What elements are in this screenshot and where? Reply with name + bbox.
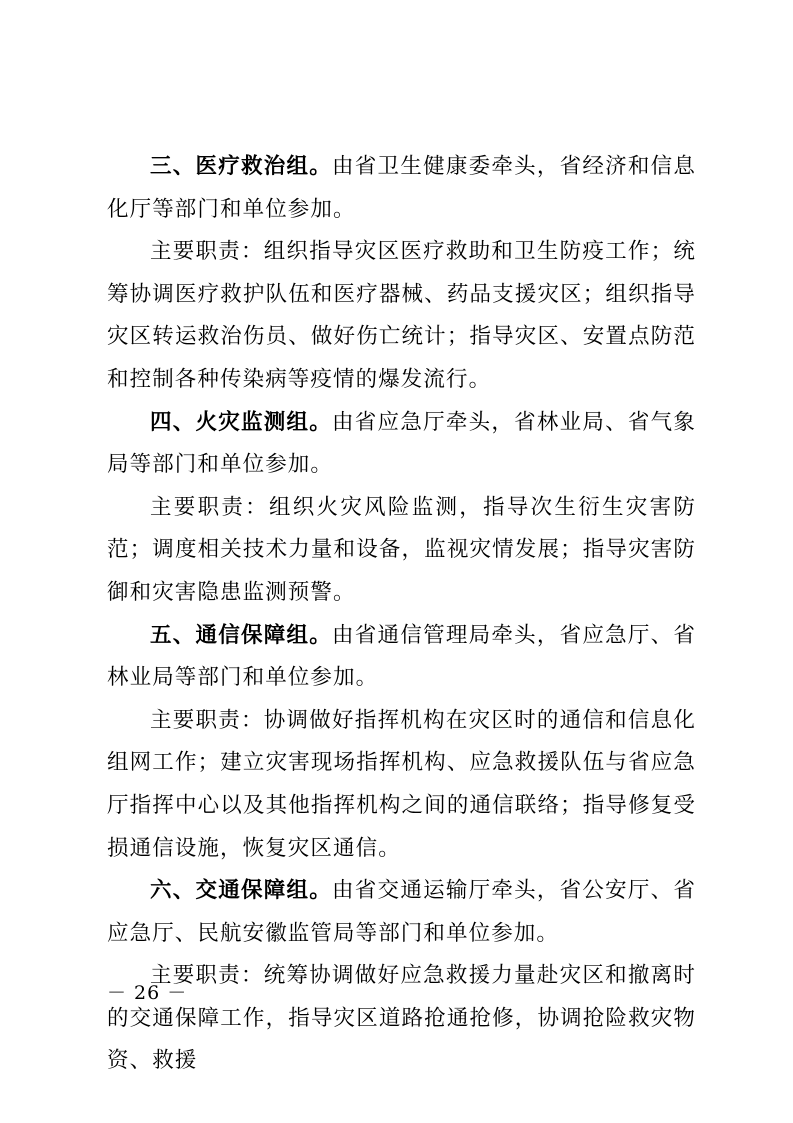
section-3-duties-paragraph (107, 231, 696, 401)
section-4-duties-paragraph (107, 487, 696, 615)
section-4-heading: 四、火灾监测组。 (150, 409, 333, 435)
section-6-duties-paragraph (107, 955, 696, 1083)
section-3-heading: 三、医疗救治组。 (150, 154, 333, 179)
section-5-duties-paragraph (107, 700, 696, 870)
section-3-intro-paragraph (107, 146, 696, 231)
document-body (107, 146, 696, 1083)
section-5-duties: 主要职责：协调做好指挥机构在灾区时的通信和信息化组网工作；建立灾害现场指挥机构、应急救援队伍与省应急厅指挥中心以及其他指挥机构之间的通信联络；指导修复受损通信设施，恢复灾区通信。 (107, 707, 696, 861)
section-4-intro-paragraph (107, 402, 696, 487)
section-6-heading: 六、交通保障组。 (150, 878, 333, 904)
section-5-intro-paragraph (107, 615, 696, 700)
section-4-duties: 主要职责：组织火灾风险监测，指导次生衍生灾害防范；调度相关技术力量和设备，监视灾情发展；指导灾害防御和灾害隐患监测预警。 (107, 494, 696, 605)
section-4-intro: 由省应急厅牵头，省林业局、省气象局等部门和单位参加。 (107, 409, 696, 478)
section-3-duties: 主要职责：组织指导灾区医疗救助和卫生防疫工作；统筹协调医疗救护队伍和医疗器械、药品支援灾区；组织指导灾区转运救治伤员、做好伤亡统计；指导灾区、安置点防范和控制各种传染病等疫情的爆发流行。 (107, 239, 696, 392)
section-5-heading: 五、通信保障组。 (150, 622, 333, 648)
section-6-intro: 由省交通运输厅牵头，省公安厅、省应急厅、民航安徽监管局等部门和单位参加。 (107, 878, 696, 946)
section-6-intro-paragraph (107, 870, 696, 955)
section-3-intro: 由省卫生健康委牵头，省经济和信息化厅等部门和单位参加。 (107, 154, 696, 222)
page-number: － 26 － (107, 982, 188, 1004)
section-5-intro: 由省通信管理局牵头，省应急厅、省林业局等部门和单位参加。 (107, 622, 696, 691)
section-6-duties: 主要职责：统筹协调做好应急救援力量赴灾区和撤离时的交通保障工作，指导灾区道路抢通抢修，协调抢险救灾物资、救援 (107, 963, 696, 1074)
